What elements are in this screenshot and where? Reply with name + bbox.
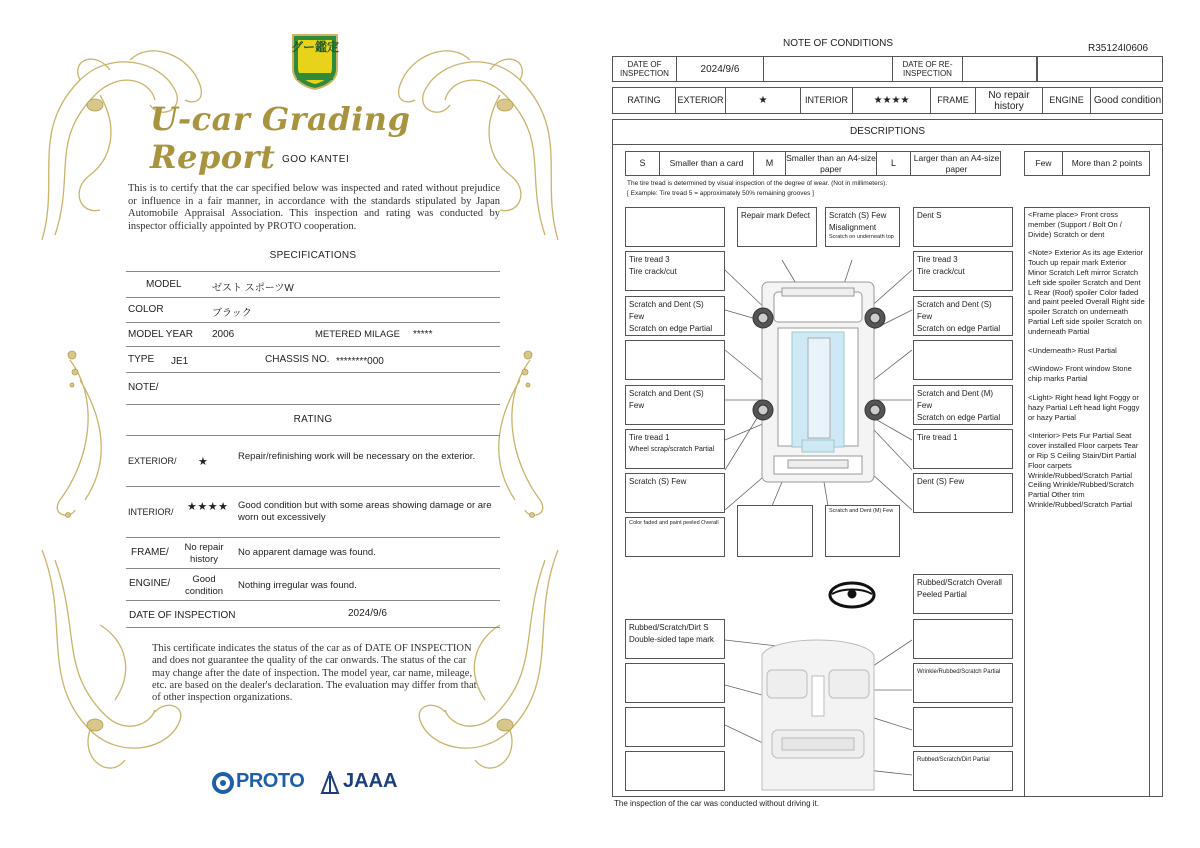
frame-value: No repair history: [184, 542, 224, 565]
desc-box: Rubbed/Scratch Overall Peeled Partial: [913, 574, 1013, 614]
tire-note-2: [ Example: Tire tread 5 = approximately 50% remaining grooves ]: [627, 190, 814, 197]
desc-box: Wrinkle/Rubbed/Scratch Partial: [913, 663, 1013, 703]
date-of-inspection-label: DATE OF INSPECTION: [129, 610, 236, 621]
jaaa-logo-icon: [320, 771, 340, 795]
date-of-inspection-value: 2024/9/6: [348, 608, 387, 619]
legend-key-l: L: [877, 152, 911, 175]
date-insp-label: DATE OF INSPECTION: [613, 57, 677, 81]
engine-label: ENGINE/: [129, 578, 171, 589]
legend-key-s: S: [626, 152, 660, 175]
proto-logo-icon: [212, 772, 234, 794]
inspection-note: The inspection of the car was conducted without driving it.: [614, 799, 819, 808]
exterior-label: EXTERIOR/: [128, 456, 177, 466]
date-reinsp-label: DATE OF RE-INSPECTION: [893, 57, 963, 81]
intro-paragraph: This is to certify that the car specified below was inspected and rated without prejudice or influence in a fair manner, in accordance with the standards stipulated by Japan Automobile Appraisal Association. This inspection and rating was conducted by inspector officially appointed by PROTO cooperation.: [128, 183, 500, 233]
engine-value: Good condition: [184, 574, 224, 597]
frame-value: No repair history: [976, 88, 1043, 113]
desc-box: Scratch and Dent (S) Few Scratch on edge Partial: [913, 296, 1013, 336]
exterior-stars: ★: [198, 456, 208, 468]
desc-box: [625, 707, 725, 747]
color-label: COLOR: [128, 304, 164, 315]
interior-stars: ★★★★: [187, 501, 229, 513]
notes-underneath: <Underneath> Rust Partial: [1028, 345, 1117, 355]
legend-text-few: More than 2 points: [1071, 158, 1143, 168]
milage-value: *****: [413, 329, 433, 340]
desc-box: Scratch (S) Few Misalignment Scratch on underneath top: [825, 207, 900, 247]
frame-label: FRAME/: [131, 547, 169, 558]
desc-box: Scratch and Dent (M) Few Scratch on edge Partial: [913, 385, 1013, 425]
rating-heading: RATING: [293, 414, 333, 425]
chassis-value: ********000: [336, 356, 384, 367]
report-title: U-car Grading Report: [150, 100, 411, 176]
badge-text: グー鑑定: [290, 40, 339, 54]
notes-general: <Note> Exterior As its age Exterior Touch up repair mark Exterior Minor Scratch Left mirror Scratch Left side spoiler Scratch and Dent L Rear (Roof) spoiler Color faded and paint peeled Overall Right side spoiler Scratch on underneath Partial Left side spoiler Scratch on underneath Partial: [1028, 248, 1145, 336]
interior-label: INTERIOR: [801, 88, 853, 113]
milage-label: METERED MILAGE: [315, 329, 400, 340]
desc-box: [625, 751, 725, 791]
proto-logo: PROTO: [236, 770, 305, 792]
frame-label: FRAME: [931, 88, 976, 113]
desc-box: Scratch and Dent (M) Few: [825, 505, 900, 557]
goo-kantei-badge: [287, 31, 343, 91]
rating-row: [612, 87, 1163, 114]
date-insp-value: 2024/9/6: [677, 57, 764, 81]
desc-box: [625, 207, 725, 247]
engine-label: ENGINE: [1043, 88, 1091, 113]
desc-box: [913, 619, 1013, 659]
note-label: NOTE/: [128, 382, 159, 393]
model-label: MODEL: [146, 279, 182, 290]
model-year-value: 2006: [212, 329, 235, 340]
legend-text-m: Smaller than an A4-size paper: [786, 152, 876, 174]
rating-label: RATING: [613, 88, 676, 113]
desc-box: Tire tread 1: [913, 429, 1013, 469]
interior-desc: Good condition but with some areas showing damage or are worn out excessively: [238, 500, 492, 523]
few-legend: [1024, 151, 1150, 176]
engine-value: Good condition: [1093, 95, 1162, 106]
specifications-heading: SPECIFICATIONS: [269, 250, 357, 261]
legend-text-l: Larger than an A4-size paper: [913, 152, 1000, 174]
interior-label: INTERIOR/: [128, 507, 174, 517]
legend-key-m: M: [754, 152, 786, 175]
desc-box: Tire tread 3 Tire crack/cut: [625, 251, 725, 291]
type-label: TYPE: [128, 354, 155, 365]
sheet-title: NOTE OF CONDITIONS: [783, 38, 893, 49]
legend-key-few: Few: [1025, 152, 1063, 175]
desc-box: Rubbed/Scratch/Dirt Partial: [913, 751, 1013, 791]
notes-interior: <Interior> Pets Fur Partial Seat cover installed Floor carpets Tear or Rip S Ceiling Stain/Dirt Partial Floor carpets Wrinkle/Rubbed/Scratch Partial Ceiling Wrinkle/Rubbed/Scratch Partial Other trim Wrinkle/Rubbed/Scratch Partial: [1028, 431, 1139, 509]
steering-wheel-icon: [830, 583, 874, 607]
exterior-value: ★: [726, 88, 801, 113]
model-value: ゼスト スポーツW: [212, 283, 294, 294]
tire-note-1: The tire tread is determined by visual inspection of the degree of wear. (Not in millimeters).: [627, 180, 888, 187]
sheet-code: R35124I0606: [1088, 43, 1149, 54]
interior-value: ★★★★: [853, 88, 931, 113]
desc-box: Repair mark Defect: [737, 207, 817, 247]
desc-box: Tire tread 1 Wheel scrap/scratch Partial: [625, 429, 725, 469]
descriptions-heading: DESCRIPTIONS: [849, 126, 925, 137]
chassis-label: CHASSIS NO.: [265, 354, 330, 365]
condition-notes: [1024, 207, 1150, 797]
notes-frame: <Frame place> Front cross member (Support / Bolt On / Divide) Scratch or dent: [1028, 210, 1122, 239]
notes-light: <Light> Right head light Foggy or hazy Partial Left head light Foggy or hazy Partial: [1028, 392, 1140, 422]
model-year-label: MODEL YEAR: [128, 329, 194, 340]
desc-box: Tire tread 3 Tire crack/cut: [913, 251, 1013, 291]
desc-box: [625, 663, 725, 703]
date-row: [612, 56, 1163, 82]
desc-box: [913, 707, 1013, 747]
desc-box: [625, 340, 725, 380]
desc-box: [737, 505, 813, 557]
desc-box: Scratch (S) Few: [625, 473, 725, 513]
legend-text-s: Smaller than a card: [660, 152, 754, 175]
exterior-desc: Repair/refinishing work will be necessary on the exterior.: [238, 451, 476, 462]
color-value: ブラック: [212, 308, 252, 319]
desc-box: Color faded and paint peeled Overall: [625, 517, 725, 557]
exterior-label: EXTERIOR: [676, 88, 726, 113]
notes-window: <Window> Front window Stone chip marks Partial: [1028, 364, 1132, 384]
desc-box: Dent S: [913, 207, 1013, 247]
desc-box: Scratch and Dent (S) Few Scratch on edge Partial: [625, 296, 725, 336]
type-value: JE1: [171, 356, 189, 367]
frame-desc: No apparent damage was found.: [238, 547, 376, 558]
desc-box: Dent (S) Few: [913, 473, 1013, 513]
certificate-footer: This certificate indicates the status of the car as of DATE OF INSPECTION and does not guarantee the quality of the car onwards. The status of the car may change after the date of inspection. The model year, car name, mileage, etc. are based on the dealer's declaration. The evaluation may differ from that of other inspection organizations.: [152, 643, 477, 704]
engine-desc: Nothing irregular was found.: [238, 580, 357, 591]
desc-box: [913, 340, 1013, 380]
desc-box: Rubbed/Scratch/Dirt S Double-sided tape mark: [625, 619, 725, 659]
report-subtitle: GOO KANTEI: [282, 154, 350, 165]
size-legend: [625, 151, 1001, 176]
desc-box: Scratch and Dent (S) Few: [625, 385, 725, 425]
jaaa-logo: JAAA: [343, 770, 398, 792]
